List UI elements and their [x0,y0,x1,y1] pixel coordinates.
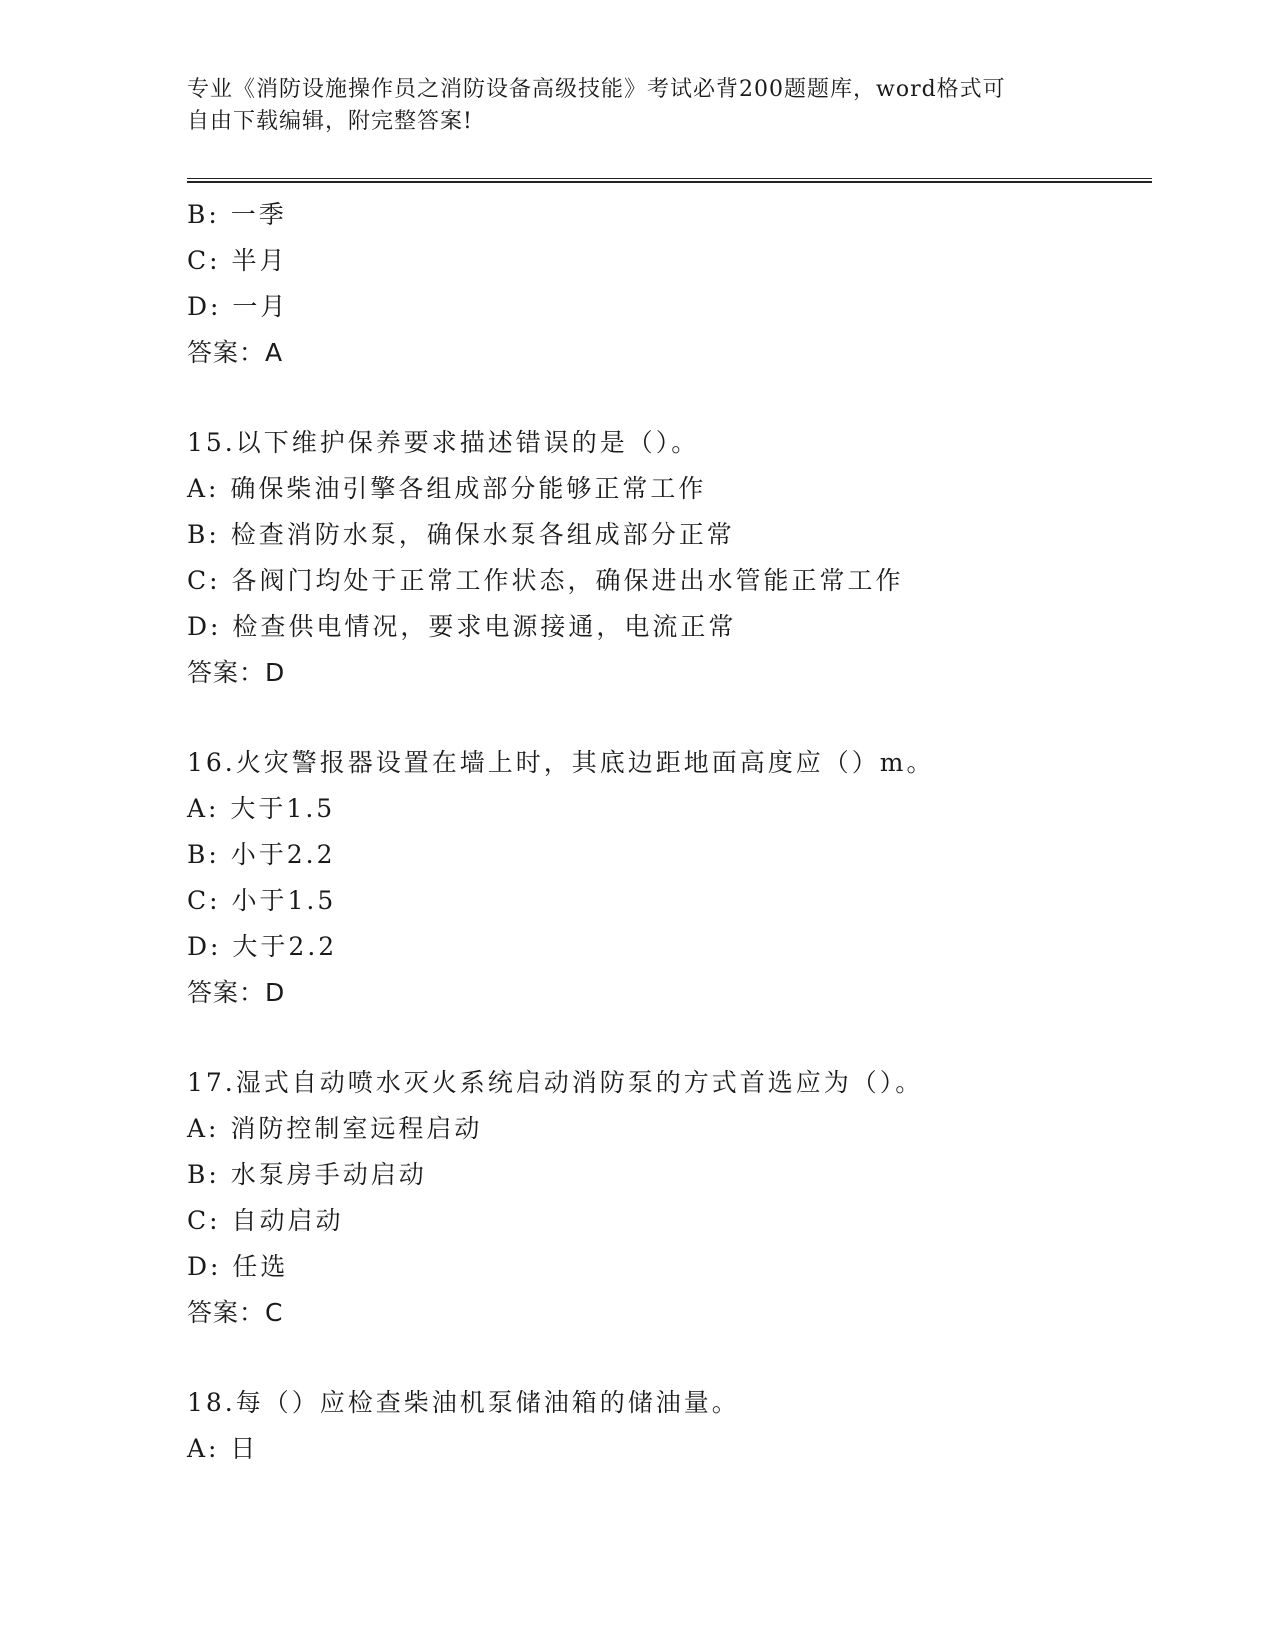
option-a: A: 确保柴油引擎各组成部分能够正常工作 [187,474,707,503]
question-18 [187,1380,1147,1472]
question-list [187,192,1147,1472]
option-c: C: 小于1.5 [187,886,337,915]
question-stem: 17.湿式自动喷水灭火系统启动消防泵的方式首选应为（）。 [187,1068,924,1097]
header-divider [187,178,1152,183]
option-b: B: 水泵房手动启动 [187,1160,427,1189]
option-b: B: 小于2.2 [187,840,336,869]
spacer [187,376,1147,420]
header-line-1: 专业《消防设施操作员之消防设备高级技能》考试必背200题题库，word格式可 [187,77,1006,102]
document-header [187,74,1087,138]
option-c: C: 各阀门均处于正常工作状态，确保进出水管能正常工作 [187,566,904,595]
option-a: A: 消防控制室远程启动 [187,1114,483,1143]
question-15 [187,420,1147,696]
option-a: A: 大于1.5 [187,794,336,823]
spacer [187,696,1147,740]
question-stem: 18.每（）应检查柴油机泵储油箱的储油量。 [187,1388,740,1417]
option-b: B: 检查消防水泵，确保水泵各组成部分正常 [187,520,735,549]
option-b: B: 一季 [187,200,287,229]
option-d: D: 大于2.2 [187,932,338,961]
answer-line: 答案：D [187,658,286,687]
answer-line: 答案：C [187,1298,284,1327]
option-a: A: 日 [187,1434,259,1463]
question-fragment [187,192,1147,376]
option-c: C: 自动启动 [187,1206,344,1235]
question-stem: 15.以下维护保养要求描述错误的是（）。 [187,428,700,457]
question-16 [187,740,1147,1016]
answer-line: 答案：D [187,978,286,1007]
option-d: D: 检查供电情况，要求电源接通，电流正常 [187,612,737,641]
answer-line: 答案：A [187,338,284,367]
spacer [187,1336,1147,1380]
option-d: D: 一月 [187,292,289,321]
question-stem: 16.火灾警报器设置在墙上时，其底边距地面高度应（）m。 [187,748,935,777]
header-line-2: 自由下载编辑，附完整答案! [187,109,473,134]
option-c: C: 半月 [187,246,288,275]
spacer [187,1016,1147,1060]
option-d: D: 任选 [187,1252,289,1281]
question-17 [187,1060,1147,1336]
